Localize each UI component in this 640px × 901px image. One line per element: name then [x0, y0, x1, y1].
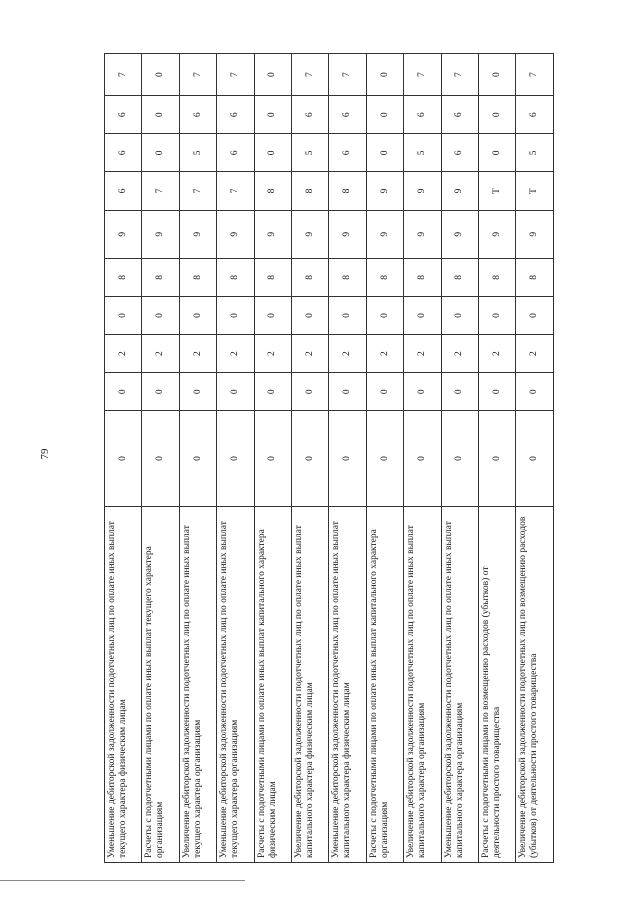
code-digit-cell: 7	[292, 54, 329, 96]
code-digit-cell: 0	[441, 411, 478, 506]
code-digit-cell: 2	[217, 335, 254, 373]
table-row	[217, 54, 254, 863]
code-digit-cell: 0	[254, 134, 291, 172]
table-row	[329, 54, 366, 863]
code-digit-cell: 6	[329, 96, 366, 134]
code-digit-cell: 7	[516, 54, 554, 96]
code-digit-cell: 8	[179, 258, 216, 296]
code-digit-cell: 0	[142, 411, 179, 506]
code-digit-cell: 0	[441, 296, 478, 334]
row-description-cell: Увеличение дебиторской задолженности подотчетных лиц по оплате иных выплат текущего характера организациям	[179, 506, 216, 862]
code-digit-cell: 8	[292, 258, 329, 296]
code-digit-cell: 7	[105, 54, 142, 96]
code-digit-cell: 0	[366, 411, 403, 506]
code-digit-cell: 9	[441, 210, 478, 258]
code-digit-cell: 6	[329, 134, 366, 172]
code-digit-cell: 8	[404, 258, 441, 296]
code-digit-cell: 9	[441, 172, 478, 210]
code-digit-cell: 0	[366, 134, 403, 172]
code-digit-cell: 0	[479, 373, 516, 411]
code-digit-cell: 5	[404, 134, 441, 172]
code-digit-cell: 6	[516, 96, 554, 134]
code-digit-cell: 8	[479, 258, 516, 296]
row-description-cell: Увеличение дебиторской задолженности подотчетных лиц по возмещению расходов (убытков) от деятельности простого товарищества	[516, 506, 554, 862]
code-digit-cell: 9	[142, 210, 179, 258]
code-digit-cell: 0	[217, 296, 254, 334]
code-digit-cell: 0	[105, 373, 142, 411]
code-digit-cell: 0	[479, 96, 516, 134]
code-digit-cell: 0	[142, 134, 179, 172]
table-row	[441, 54, 478, 863]
code-digit-cell: 0	[404, 411, 441, 506]
table-row	[254, 54, 291, 863]
code-digit-cell: 0	[292, 411, 329, 506]
code-digit-cell: Т	[479, 172, 516, 210]
row-description-cell: Уменьшение дебиторской задолженности подотчетных лиц по оплате иных выплат текущего характера организациям	[217, 506, 254, 862]
code-digit-cell: 9	[292, 210, 329, 258]
accounts-table	[104, 53, 554, 863]
row-description-cell: Уменьшение дебиторской задолженности подотчетных лиц по оплате иных выплат капитального характера физическим лицам	[329, 506, 366, 862]
code-digit-cell: 5	[292, 134, 329, 172]
footer-line	[0, 880, 245, 881]
table-row	[404, 54, 441, 863]
code-digit-cell: 0	[105, 411, 142, 506]
code-digit-cell: 0	[142, 96, 179, 134]
code-digit-cell: 0	[516, 373, 554, 411]
code-digit-cell: 0	[254, 411, 291, 506]
row-description-cell: Уменьшение дебиторской задолженности подотчетных лиц по оплате иных выплат текущего характера физическим лицам	[105, 506, 142, 862]
code-digit-cell: 8	[254, 258, 291, 296]
code-digit-cell: 0	[179, 411, 216, 506]
code-digit-cell: 6	[217, 96, 254, 134]
code-digit-cell: 9	[329, 210, 366, 258]
code-digit-cell: 8	[329, 258, 366, 296]
code-digit-cell: 7	[217, 172, 254, 210]
code-digit-cell: 0	[254, 373, 291, 411]
code-digit-cell: 2	[254, 335, 291, 373]
table-container	[104, 53, 554, 863]
table-body	[105, 54, 554, 863]
code-digit-cell: 0	[441, 373, 478, 411]
code-digit-cell: 0	[404, 296, 441, 334]
page-number: 79	[39, 448, 51, 460]
code-digit-cell: 2	[179, 335, 216, 373]
code-digit-cell: 0	[217, 411, 254, 506]
code-digit-cell: 0	[292, 373, 329, 411]
code-digit-cell: 0	[329, 411, 366, 506]
code-digit-cell: 8	[366, 258, 403, 296]
code-digit-cell: 6	[441, 96, 478, 134]
code-digit-cell: 0	[516, 296, 554, 334]
table-row	[105, 54, 142, 863]
code-digit-cell: 2	[142, 335, 179, 373]
row-description-cell: Расчеты с подотчетными лицами по оплате иных выплат капитального характера физическим лицам	[254, 506, 291, 862]
code-digit-cell: 6	[441, 134, 478, 172]
code-digit-cell: 0	[179, 373, 216, 411]
code-digit-cell: 2	[105, 335, 142, 373]
code-digit-cell: 2	[479, 335, 516, 373]
code-digit-cell: 0	[366, 96, 403, 134]
code-digit-cell: 7	[179, 54, 216, 96]
code-digit-cell: 8	[217, 258, 254, 296]
code-digit-cell: 9	[404, 210, 441, 258]
code-digit-cell: 2	[292, 335, 329, 373]
code-digit-cell: 8	[329, 172, 366, 210]
code-digit-cell: 6	[217, 134, 254, 172]
code-digit-cell: 0	[366, 373, 403, 411]
table-row	[142, 54, 179, 863]
code-digit-cell: 7	[179, 172, 216, 210]
table-row	[479, 54, 516, 863]
code-digit-cell: 6	[179, 96, 216, 134]
code-digit-cell: 9	[366, 210, 403, 258]
table-row	[516, 54, 554, 863]
code-digit-cell: 9	[516, 210, 554, 258]
code-digit-cell: 8	[105, 258, 142, 296]
code-digit-cell: 2	[516, 335, 554, 373]
code-digit-cell: 0	[329, 373, 366, 411]
code-digit-cell: 5	[516, 134, 554, 172]
code-digit-cell: 0	[366, 296, 403, 334]
code-digit-cell: 6	[105, 96, 142, 134]
row-description-cell: Уменьшение дебиторской задолженности подотчетных лиц по оплате иных выплат капитального характера организациям	[441, 506, 478, 862]
code-digit-cell: 7	[404, 54, 441, 96]
code-digit-cell: 8	[254, 172, 291, 210]
code-digit-cell: 9	[217, 210, 254, 258]
table-row	[179, 54, 216, 863]
code-digit-cell: 8	[292, 172, 329, 210]
code-digit-cell: 0	[105, 296, 142, 334]
code-digit-cell: 6	[105, 134, 142, 172]
code-digit-cell: 0	[516, 411, 554, 506]
code-digit-cell: 2	[329, 335, 366, 373]
code-digit-cell: 0	[179, 296, 216, 334]
code-digit-cell: 6	[105, 172, 142, 210]
code-digit-cell: 0	[329, 296, 366, 334]
code-digit-cell: 8	[441, 258, 478, 296]
row-description-cell: Расчеты с подотчетными лицами по возмещению расходов (убытков) от деятельности простого товарищества	[479, 506, 516, 862]
code-digit-cell: 7	[217, 54, 254, 96]
code-digit-cell: 9	[479, 210, 516, 258]
code-digit-cell: 0	[366, 54, 403, 96]
code-digit-cell: 0	[404, 373, 441, 411]
row-description-cell: Расчеты с подотчетными лицами по оплате иных выплат текущего характера организациям	[142, 506, 179, 862]
row-description-cell: Увеличение дебиторской задолженности подотчетных лиц по оплате иных выплат капитального характера физическим лицам	[292, 506, 329, 862]
code-digit-cell: 0	[217, 373, 254, 411]
code-digit-cell: 9	[179, 210, 216, 258]
code-digit-cell: 8	[516, 258, 554, 296]
code-digit-cell: 9	[404, 172, 441, 210]
table-row	[292, 54, 329, 863]
code-digit-cell: 9	[105, 210, 142, 258]
code-digit-cell: 7	[142, 172, 179, 210]
table-row	[366, 54, 403, 863]
row-description-cell: Расчеты с подотчетными лицами по оплате иных выплат капитального характера организациям	[366, 506, 403, 862]
code-digit-cell: 0	[292, 296, 329, 334]
row-description-cell: Увеличение дебиторской задолженности подотчетных лиц по оплате иных выплат капитального характера организациям	[404, 506, 441, 862]
code-digit-cell: 2	[441, 335, 478, 373]
code-digit-cell: 6	[292, 96, 329, 134]
code-digit-cell: 0	[254, 96, 291, 134]
code-digit-cell: 0	[142, 54, 179, 96]
code-digit-cell: 6	[404, 96, 441, 134]
code-digit-cell: 9	[366, 172, 403, 210]
code-digit-cell: 2	[404, 335, 441, 373]
code-digit-cell: 7	[329, 54, 366, 96]
code-digit-cell: 0	[479, 134, 516, 172]
code-digit-cell: 0	[479, 54, 516, 96]
code-digit-cell: 2	[366, 335, 403, 373]
code-digit-cell: 0	[254, 296, 291, 334]
code-digit-cell: 0	[479, 411, 516, 506]
code-digit-cell: 0	[479, 296, 516, 334]
code-digit-cell: 0	[142, 373, 179, 411]
code-digit-cell: 7	[441, 54, 478, 96]
code-digit-cell: 0	[142, 296, 179, 334]
code-digit-cell: 0	[254, 54, 291, 96]
code-digit-cell: 9	[254, 210, 291, 258]
code-digit-cell: Т	[516, 172, 554, 210]
code-digit-cell: 5	[179, 134, 216, 172]
code-digit-cell: 8	[142, 258, 179, 296]
